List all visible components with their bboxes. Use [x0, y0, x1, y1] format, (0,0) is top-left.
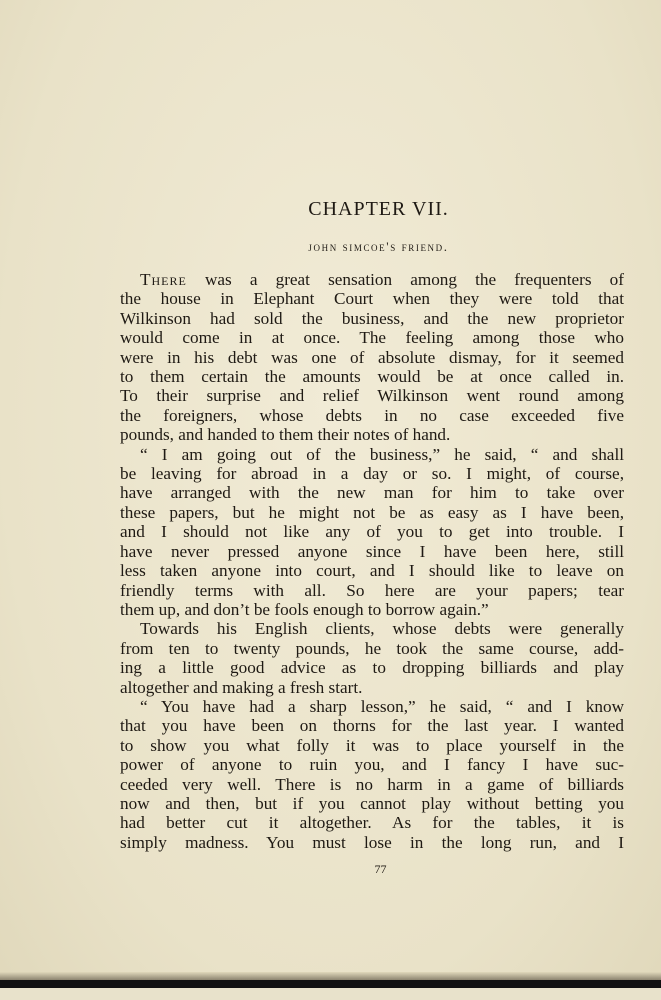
- chapter-subtitle: john simcoe's friend.: [308, 239, 449, 254]
- text-line: altogether and making a fresh start.: [120, 677, 363, 697]
- text-line: to show you what folly it was to place yourself in the: [120, 735, 624, 755]
- text-line: them up, and don’t be fools enough to borrow again.”: [120, 599, 489, 619]
- text-line: To their surprise and relief Wilkinson went round among: [120, 386, 624, 406]
- text-line: the foreigners, whose debts in no case exceeded five: [120, 405, 624, 425]
- text-line: ceeded very well. There is no harm in a game of billiards: [120, 774, 624, 794]
- text-line: the house in Elephant Court when they were told that: [120, 289, 624, 309]
- text-line: had better cut it altogether. As for the tables, it is: [120, 813, 624, 833]
- page-number: 77: [374, 862, 387, 876]
- page-bottom-edge: [0, 980, 661, 988]
- text-line: [120, 270, 624, 289]
- text-line: now and then, but if you cannot play without betting you: [120, 793, 624, 813]
- text-line: simply madness. You must lose in the long run, and I: [120, 832, 624, 852]
- text-line: ing a little good advice as to dropping billiards and play: [120, 658, 624, 678]
- text-line: would come in at once. The feeling among those who: [120, 328, 624, 348]
- text-line: friendly terms with all. So here are your papers; tear: [120, 580, 624, 600]
- text-line: that you have been on thorns for the last year. I wanted: [120, 716, 624, 736]
- text-line: “ You have had a sharp lesson,” he said, “ and I know: [140, 696, 624, 716]
- text-line: from ten to twenty pounds, he took the same course, add-: [120, 638, 624, 658]
- text-line: less taken anyone into court, and I should like to leave on: [120, 561, 624, 581]
- text-line: were in his debt was one of absolute dismay, for it seemed: [120, 347, 624, 367]
- text-line: have never pressed anyone since I have been here, still: [120, 541, 624, 561]
- text-line: “ I am going out of the business,” he said, “ and shall: [140, 444, 624, 464]
- chapter-body: [120, 270, 624, 852]
- text-line: be leaving for abroad in a day or so. I might, of course,: [120, 464, 624, 484]
- page-bottom-strip: [0, 988, 661, 1000]
- text-line: pounds, and handed to them their notes of hand.: [120, 425, 451, 445]
- text-line: to them certain the amounts would be at once called in.: [120, 367, 624, 387]
- chapter-title: CHAPTER VII.: [308, 198, 449, 220]
- page-edge-shadow: [0, 972, 661, 980]
- text-line: Towards his English clients, whose debts were generally: [140, 619, 624, 639]
- text-line: have arranged with the new man for him to take over: [120, 483, 624, 503]
- text-line: and I should not like any of you to get into trouble. I: [120, 522, 624, 542]
- text-line: power of anyone to ruin you, and I fancy I have suc-: [120, 755, 624, 775]
- opening-line-rest: was a great sensation among the frequenters of: [186, 270, 624, 289]
- text-line: Wilkinson had sold the business, and the new proprietor: [120, 308, 624, 328]
- opening-word: There: [140, 270, 187, 289]
- text-line: these papers, but he might not be as easy as I have been,: [120, 502, 624, 522]
